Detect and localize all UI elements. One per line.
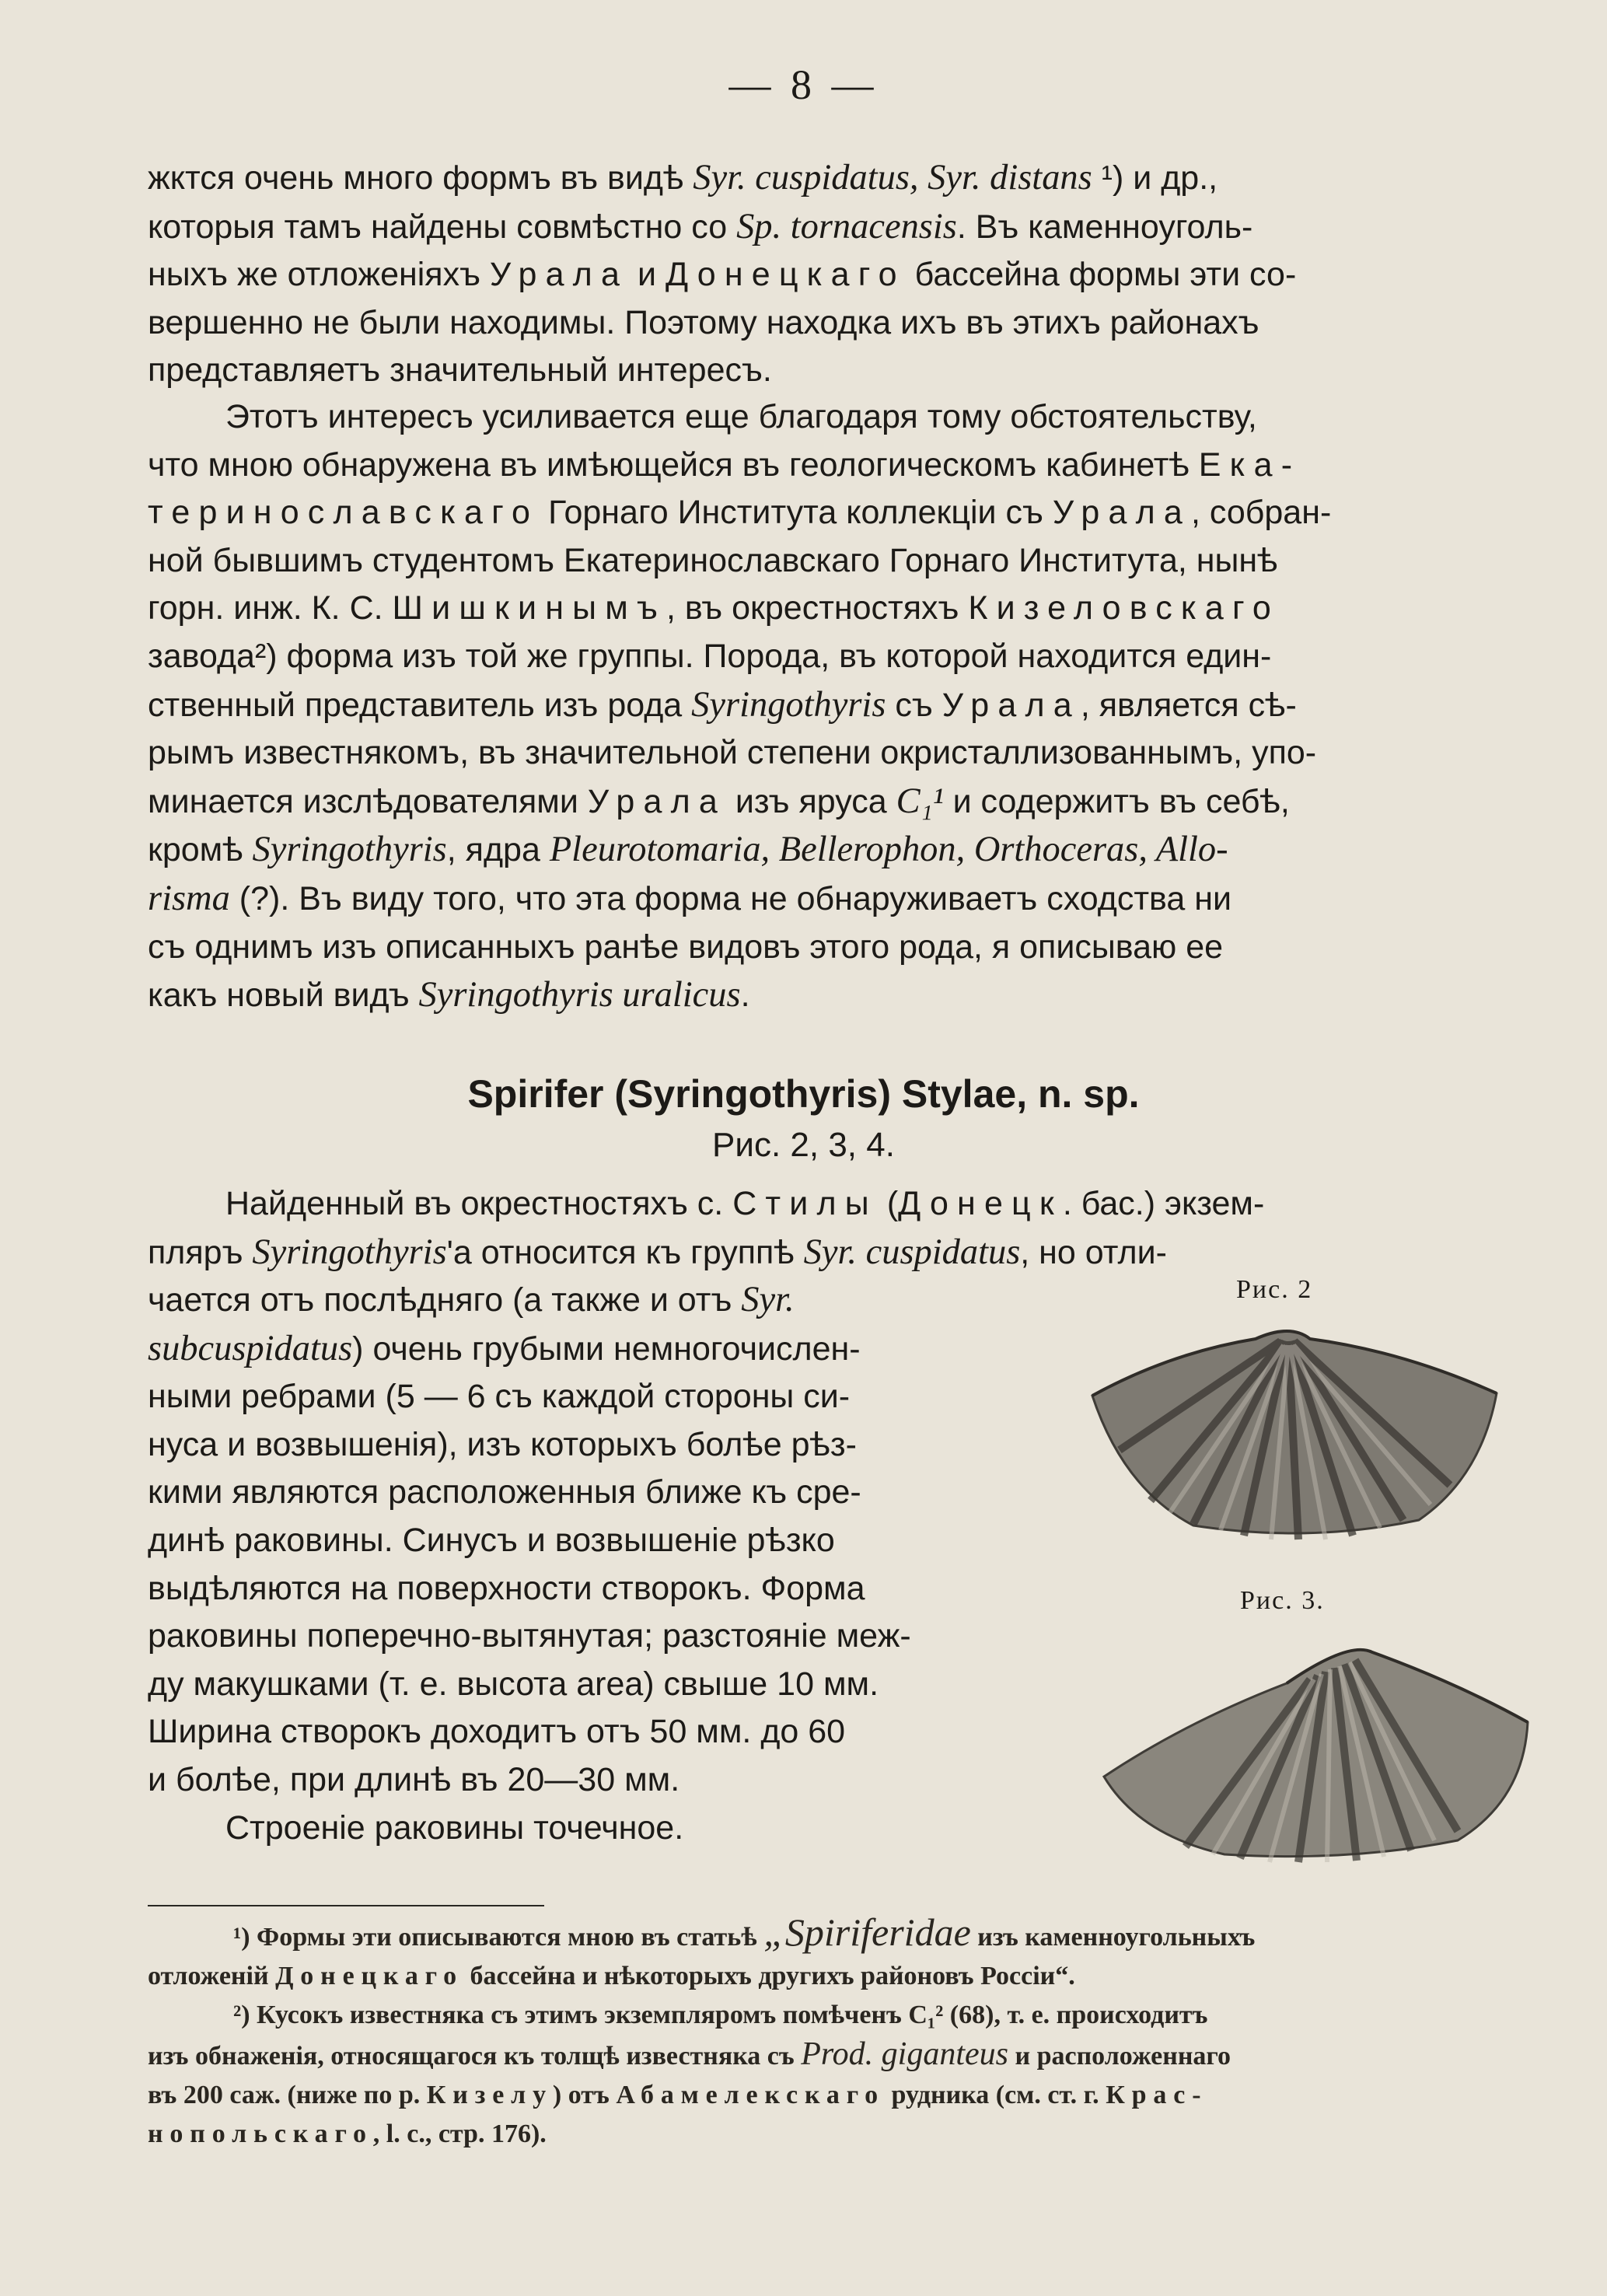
text-line: ными ребрами (5 — 6 съ каждой стороны си- <box>148 1378 851 1416</box>
text-line: теринославскаго Горнаго Института коллекціи съ Урала, собран- <box>148 494 1332 532</box>
text-line: ду макушками (т. е. высота area) свыше 10 мм. <box>148 1665 879 1703</box>
text-line: кими являются расположенныя ближе къ сре- <box>148 1473 861 1511</box>
text-line: динѣ раковины. Синусъ и возвышеніе рѣзко <box>148 1521 835 1559</box>
text-line: жктся очень много формъ въ видѣ Syr. cuspidatus, Syr. distans ¹) и др., <box>148 158 1218 197</box>
footnote-1: ¹) Формы эти описываются мною въ статьѣ „Spiriferidae изъ каменноугольныхъ <box>233 1910 1256 1954</box>
paragraph-continuation <box>148 154 1547 395</box>
paragraph-collection <box>148 393 1547 1020</box>
text-line: съ однимъ изъ описанныхъ ранѣе видовъ этого рода, я описываю ее <box>148 928 1224 966</box>
text-line: Найденный въ окрестностяхъ с. Стилы (Донецк. бас.) экзем- <box>225 1185 1265 1222</box>
paragraph-description-full <box>148 1180 1547 1277</box>
species-heading: Spirifer (Syringothyris) Stylae, n. sp. <box>467 1072 1140 1116</box>
figure-2-shell-image <box>1077 1322 1512 1551</box>
footnote-rule <box>148 1905 544 1906</box>
text-line: subcuspidatus) очень грубыми немногочислен- <box>148 1328 861 1368</box>
figure-reference: Рис. 2, 3, 4. <box>712 1126 895 1164</box>
text-line: что мною обнаружена въ имѣющейся въ геологическомъ кабинетѣ Ека- <box>148 446 1301 484</box>
text-line: кромѣ Syringothyris, ядра Pleurotomaria, Bellerophon, Orthoceras, Allo- <box>148 830 1228 870</box>
text-line: раковины поперечно-вытянутая; разстояніе меж- <box>148 1617 911 1655</box>
footnote-2: ²) Кусокъ известняка съ этимъ экземпляромъ помѣченъ C₁² (68), т. е. происходитъ <box>233 2001 1208 2029</box>
text-line: горн. инж. К. С. Шишкинымъ, въ окрестностяхъ Кизеловскаго <box>148 589 1280 627</box>
text-line: которыя тамъ найдены совмѣстно со Sp. tornacensis. Въ каменноуголь- <box>148 206 1253 246</box>
text-line: нуса и возвышенія), изъ которыхъ болѣе рѣз- <box>148 1425 857 1463</box>
figure-2-label: Рис. 2 <box>1236 1275 1313 1304</box>
figure-3-shell-image <box>1092 1637 1535 1874</box>
text-line: вершенно не были находимы. Поэтому находка ихъ въ этихъ районахъ <box>148 303 1259 341</box>
text-line: завода²) форма изъ той же группы. Порода, въ которой находится един- <box>148 637 1272 675</box>
text-line: пляръ Syringothyris'а относится къ группѣ Syr. cuspidatus, но отли- <box>148 1232 1167 1272</box>
text-line: Ширина створокъ доходитъ отъ 50 мм. до 60 <box>148 1713 846 1751</box>
text-line: risma (?). Въ виду того, что эта форма не обнаруживаетъ сходства ни <box>148 878 1232 918</box>
text-line: какъ новый видъ Syringothyris uralicus. <box>148 975 750 1015</box>
footnote-2-cont: изъ обнаженія, относящагося къ толщѣ известняка съ Prod. giganteus и расположеннаго <box>148 2036 1231 2072</box>
text-line: выдѣляются на поверхности створокъ. Форма <box>148 1569 865 1607</box>
text-line: и болѣе, при длинѣ въ 20—30 мм. <box>148 1760 680 1798</box>
text-line: минается изслѣдователями Урала изъ яруса C₁¹ и содержитъ въ себѣ, <box>148 781 1290 821</box>
text-line: Этотъ интересъ усиливается еще благодаря тому обстоятельству, <box>225 398 1257 435</box>
footnote-1-cont: отложеній Донецкаго бассейна и нѣкоторыхъ другихъ районовъ Россіи“. <box>148 1962 1075 1990</box>
footnote-2-cont: въ 200 саж. (ниже по р. Кизелу) отъ Абамелекскаго рудника (см. ст. г. Крас- <box>148 2081 1208 2109</box>
figure-3-label: Рис. 3. <box>1240 1586 1325 1615</box>
footnote-2-cont: нопольскаго, l. c., стр. 176). <box>148 2120 547 2148</box>
paragraph-description-narrow <box>148 1276 1026 1852</box>
text-line: ной бывшимъ студентомъ Екатеринославскаго Горнаго Института, нынѣ <box>148 541 1278 579</box>
page-number: — 8 — <box>728 61 879 108</box>
text-line: ственный представитель изъ рода Syringothyris съ Урала, является сѣ- <box>148 684 1297 725</box>
footnotes <box>148 1910 1547 2154</box>
text-line: Строеніе раковины точечное. <box>225 1808 684 1847</box>
text-line: представляетъ значительный интересъ. <box>148 351 772 390</box>
text-line: чается отъ послѣдняго (а также и отъ Syr. <box>148 1280 795 1319</box>
text-line: ныхъ же отложеніяхъ Урала и Донецкаго бассейна формы эти со- <box>148 256 1297 294</box>
text-line: рымъ известнякомъ, въ значительной степени окристаллизованнымъ, упо- <box>148 734 1317 772</box>
